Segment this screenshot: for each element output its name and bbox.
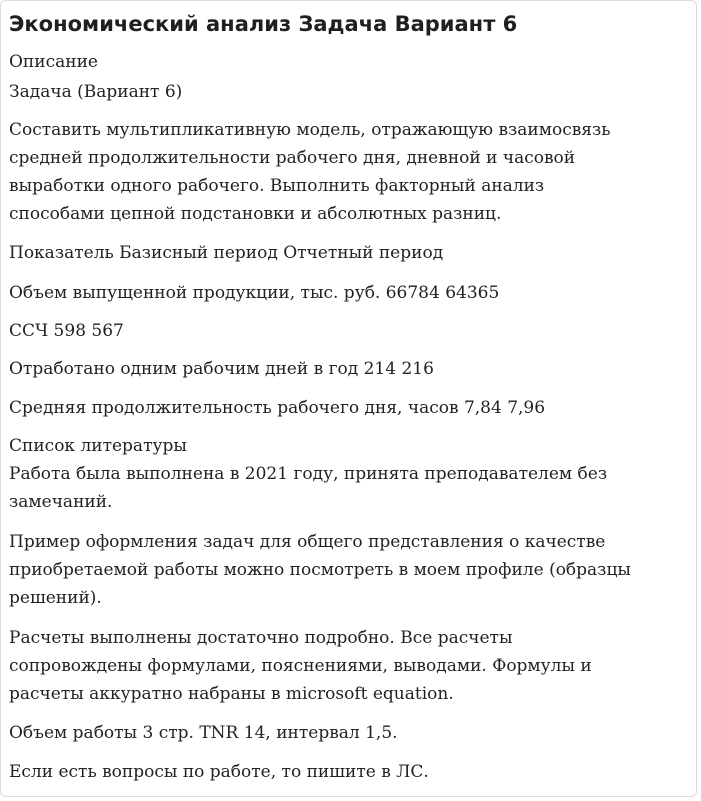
literature-heading: Список литературы: [9, 436, 187, 456]
completed-note: [9, 460, 694, 516]
table-header: Показатель Базисный период Отчетный период: [9, 243, 444, 263]
calculations-note-line: расчеты аккуратно набраны в microsoft equation.: [9, 684, 454, 704]
example-note-line: приобретаемой работы можно посмотреть в моем профиле (образцы: [9, 560, 631, 580]
calculations-note-line: Расчеты выполнены достаточно подробно. Все расчеты: [9, 628, 513, 648]
questions-note: Если есть вопросы по работе, то пишите в ЛС.: [9, 762, 429, 782]
task-text-line: способами цепной подстановки и абсолютных разниц.: [9, 204, 502, 224]
description-heading: Описание: [9, 52, 98, 72]
task-text-line: выработки одного рабочего. Выполнить факторный анализ: [9, 176, 545, 196]
example-note-line: Пример оформления задач для общего представления о качестве: [9, 532, 606, 552]
calculations-note-line: сопровождены формулами, пояснениями, выводами. Формулы и: [9, 656, 592, 676]
example-note: [9, 528, 694, 612]
page-title: Экономический анализ Задача Вариант 6: [9, 12, 518, 36]
table-row-output: Объем выпущенной продукции, тыс. руб. 66784 64365: [9, 283, 500, 303]
task-label: Задача (Вариант 6): [9, 82, 183, 102]
task-text: [9, 116, 694, 228]
completed-note-line: Работа была выполнена в 2021 году, принята преподавателем без: [9, 464, 608, 484]
example-note-line: решений).: [9, 588, 102, 608]
calculations-note: [9, 624, 694, 708]
table-row-headcount: ССЧ 598 567: [9, 321, 124, 341]
task-text-line: Составить мультипликативную модель, отражающую взаимосвязь: [9, 120, 611, 140]
table-row-hours: Средняя продолжительность рабочего дня, часов 7,84 7,96: [9, 398, 546, 418]
volume-note: Объем работы 3 стр. TNR 14, интервал 1,5.: [9, 723, 398, 743]
completed-note-line: замечаний.: [9, 492, 113, 512]
task-text-line: средней продолжительности рабочего дня, дневной и часовой: [9, 148, 576, 168]
table-row-days: Отработано одним рабочим дней в год 214 216: [9, 359, 434, 379]
